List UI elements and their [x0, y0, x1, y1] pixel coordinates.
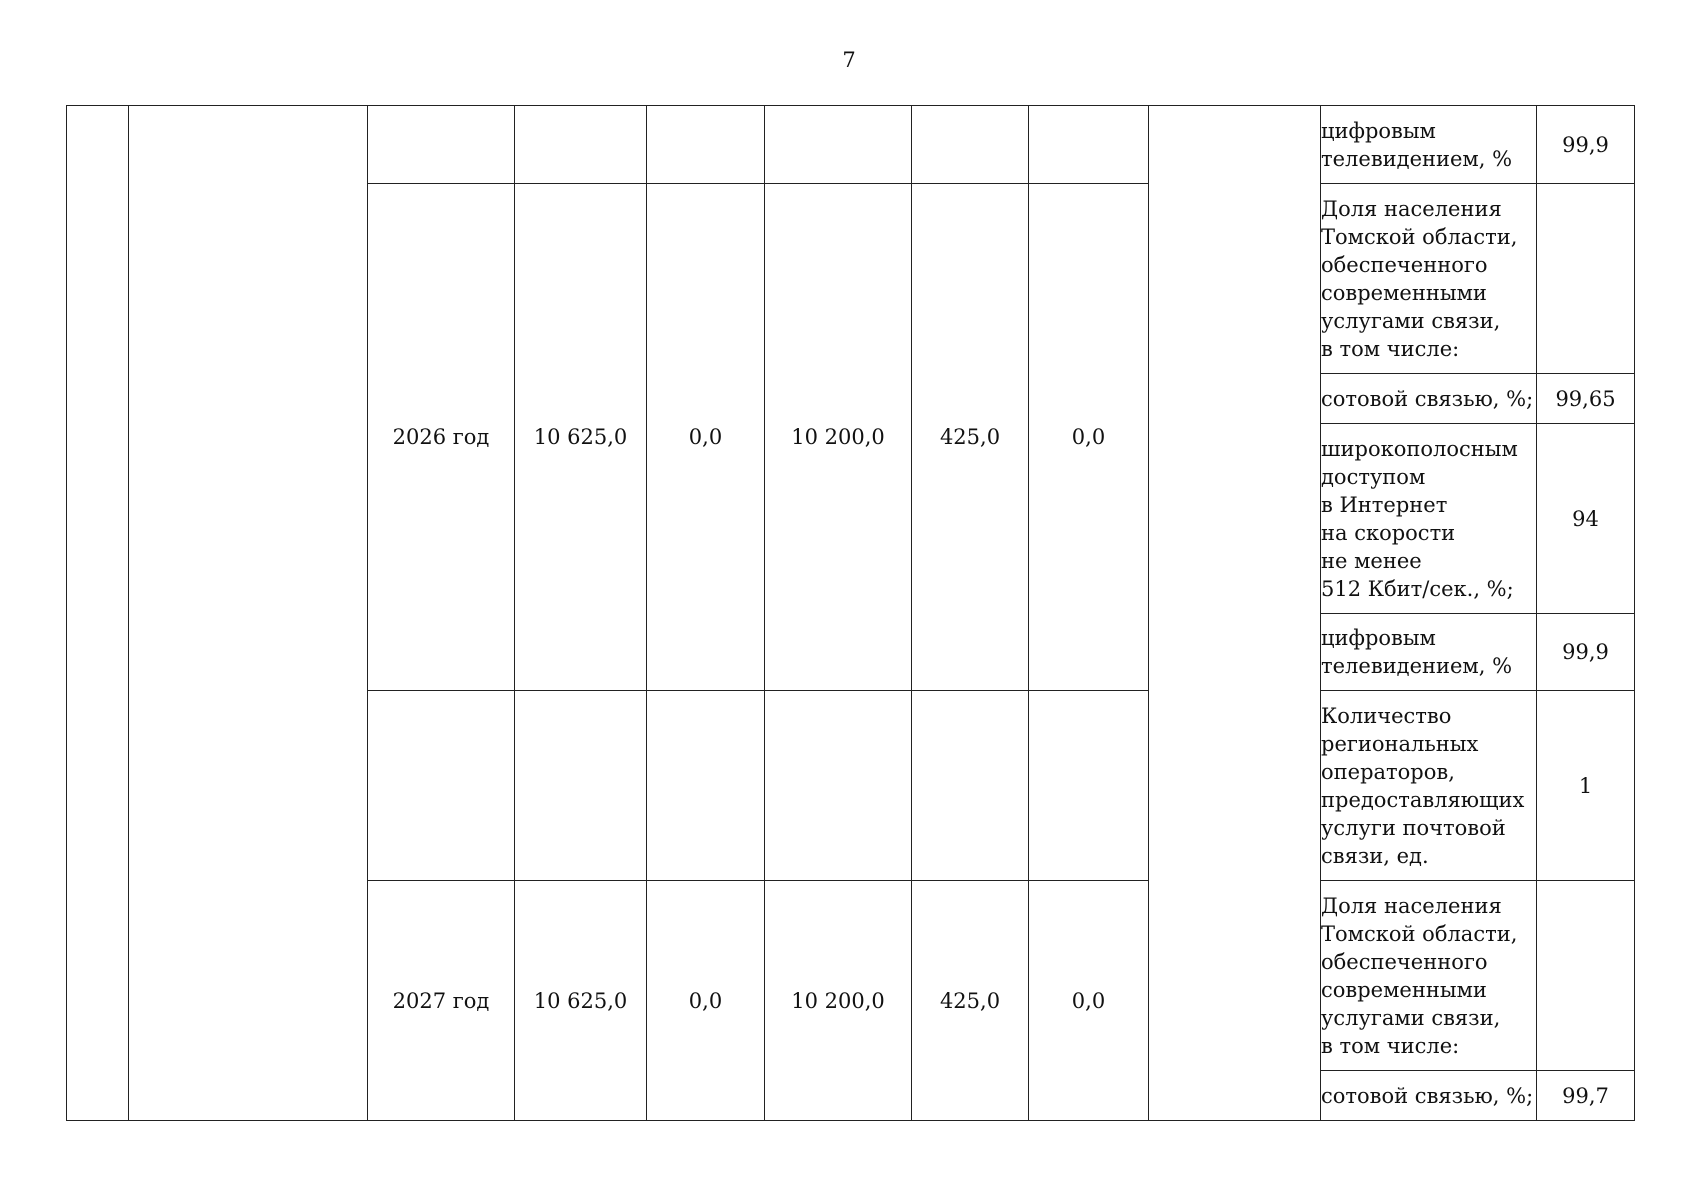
total-cell: 10 625,0	[515, 881, 647, 1121]
year-cell: 2027 год	[368, 881, 515, 1121]
total-cell	[515, 106, 647, 184]
other-cell: 0,0	[1029, 881, 1149, 1121]
indicator-value-cell: 1	[1537, 691, 1635, 881]
indicator-value-cell	[1537, 184, 1635, 374]
indicator-cell: Доля населения Томской области, обеспеченного современными услугами связи, в том числе:	[1321, 881, 1537, 1071]
indicator-value-cell: 99,7	[1537, 1071, 1635, 1121]
federal-cell: 0,0	[647, 184, 765, 691]
indicator-cell: широкополосным доступом в Интернет на скорости не менее 512 Кбит/сек., %;	[1321, 424, 1537, 614]
indicator-value-cell: 94	[1537, 424, 1635, 614]
table-row	[67, 106, 1635, 184]
other-cell	[1029, 106, 1149, 184]
regional-cell	[765, 691, 912, 881]
local-cell: 425,0	[912, 881, 1029, 1121]
empty-number-cell	[67, 106, 129, 1121]
total-cell	[515, 691, 647, 881]
other-cell	[1029, 691, 1149, 881]
program-table	[66, 105, 1635, 1121]
regional-cell: 10 200,0	[765, 184, 912, 691]
indicator-value-cell: 99,9	[1537, 106, 1635, 184]
federal-cell: 0,0	[647, 881, 765, 1121]
federal-cell	[647, 106, 765, 184]
page-number: 7	[842, 48, 856, 72]
local-cell	[912, 106, 1029, 184]
indicator-cell: Количество региональных операторов, предоставляющих услуги почтовой связи, ед.	[1321, 691, 1537, 881]
total-cell: 10 625,0	[515, 184, 647, 691]
year-cell	[368, 106, 515, 184]
other-cell: 0,0	[1029, 184, 1149, 691]
indicator-cell: цифровым телевидением, %	[1321, 614, 1537, 691]
indicator-value-cell: 99,9	[1537, 614, 1635, 691]
indicator-value-cell: 99,65	[1537, 374, 1635, 424]
local-cell: 425,0	[912, 184, 1029, 691]
indicator-value-cell	[1537, 881, 1635, 1071]
regional-cell: 10 200,0	[765, 881, 912, 1121]
regional-cell	[765, 106, 912, 184]
local-cell	[912, 691, 1029, 881]
indicator-cell: цифровым телевидением, %	[1321, 106, 1537, 184]
empty-name-cell	[129, 106, 368, 1121]
empty-executor-cell	[1149, 106, 1321, 1121]
year-cell: 2026 год	[368, 184, 515, 691]
federal-cell	[647, 691, 765, 881]
indicator-cell: Доля населения Томской области, обеспеченного современными услугами связи, в том числе:	[1321, 184, 1537, 374]
indicator-cell: сотовой связью, %;	[1321, 374, 1537, 424]
indicator-cell: сотовой связью, %;	[1321, 1071, 1537, 1121]
year-cell	[368, 691, 515, 881]
